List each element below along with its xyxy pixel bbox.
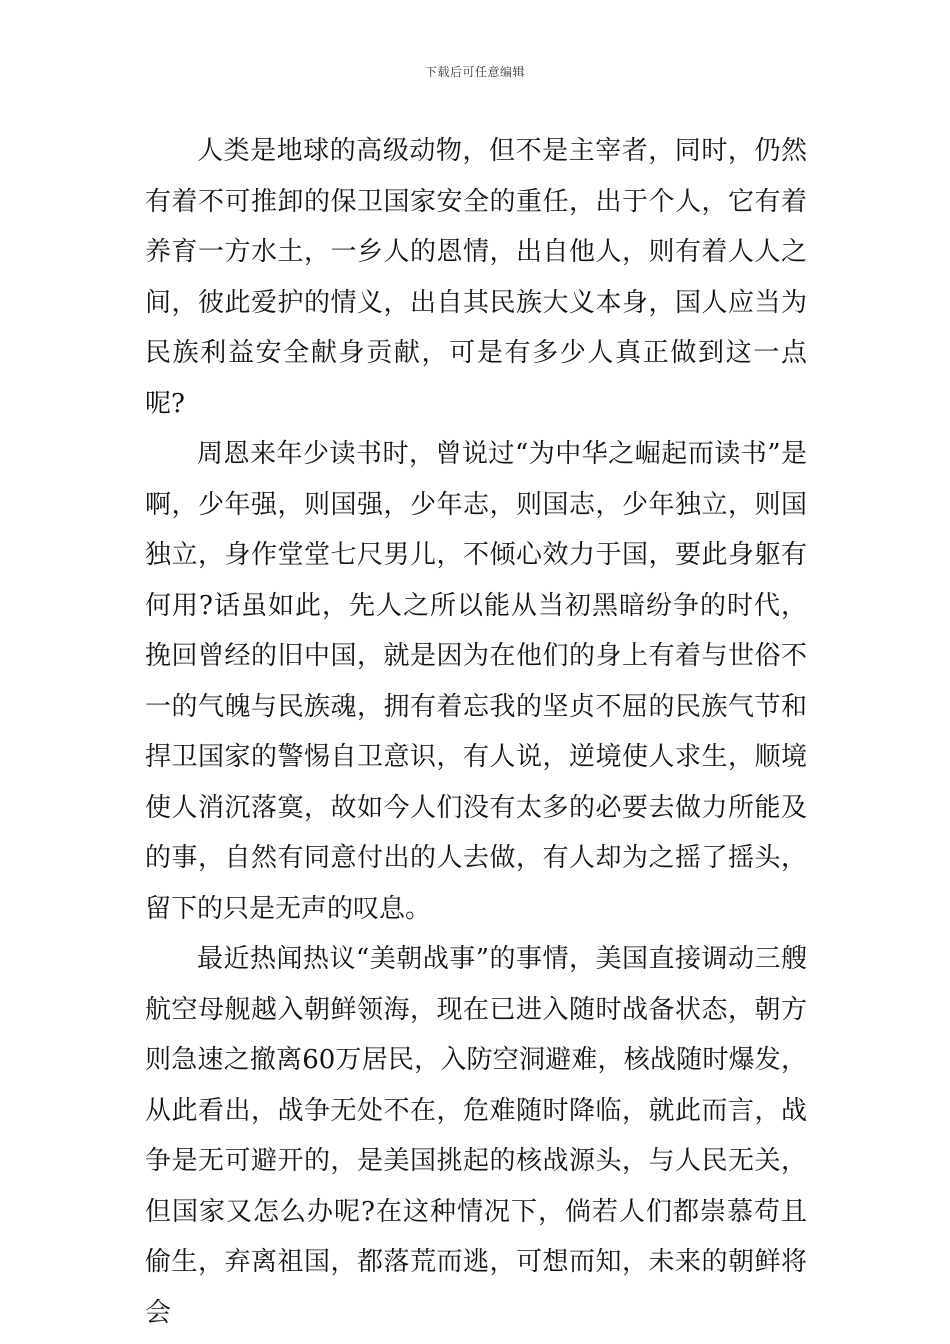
document-body — [145, 126, 807, 1338]
paragraph: 最近热闻热议“美朝战事”的事情，美国直接调动三艘航空母舰越入朝鲜领海，现在已进入随时战备状态，朝方则急速之撤离60万居民，入防空洞避难，核战随时爆发，从此看出，战争无处不在，危难随时降临，就此而言，战争是无可避开的，是美国挑起的核战源头，与人民无关，但国家又怎么办呢?在这种情况下，倘若人们都崇慕苟且偷生，弃离祖国，都落荒而逃，可想而知，未来的朝鲜将会 — [145, 944, 807, 1328]
paragraph: 周恩来年少读书时，曾说过“为中华之崛起而读书”是啊，少年强，则国强，少年志，则国志，少年独立，则国独立，身作堂堂七尺男儿，不倾心效力于国，要此身躯有何用?话虽如此，先人之所以能从当初黑暗纷争的时代，挽回曾经的旧中国，就是因为在他们的身上有着与世俗不一的气魄与民族魂，拥有着忘我的坚贞不屈的民族气节和捍卫国家的警惕自卫意识，有人说，逆境使人求生，顺境使人消沉落寞，故如今人们没有太多的必要去做力所能及的事，自然有同意付出的人去做，有人却为之摇了摇头，留下的只是无声的叹息。 — [145, 439, 807, 924]
paragraph: 人类是地球的高级动物，但不是主宰者，同时，仍然有着不可推卸的保卫国家安全的重任，出于个人，它有着养育一方水土，一乡人的恩情，出自他人，则有着人人之间，彼此爱护的情义，出自其民族大义本身，国人应当为民族利益安全献身贡献，可是有多少人真正做到这一点呢? — [145, 136, 807, 419]
page-header-note: 下载后可任意编辑 — [424, 65, 525, 79]
